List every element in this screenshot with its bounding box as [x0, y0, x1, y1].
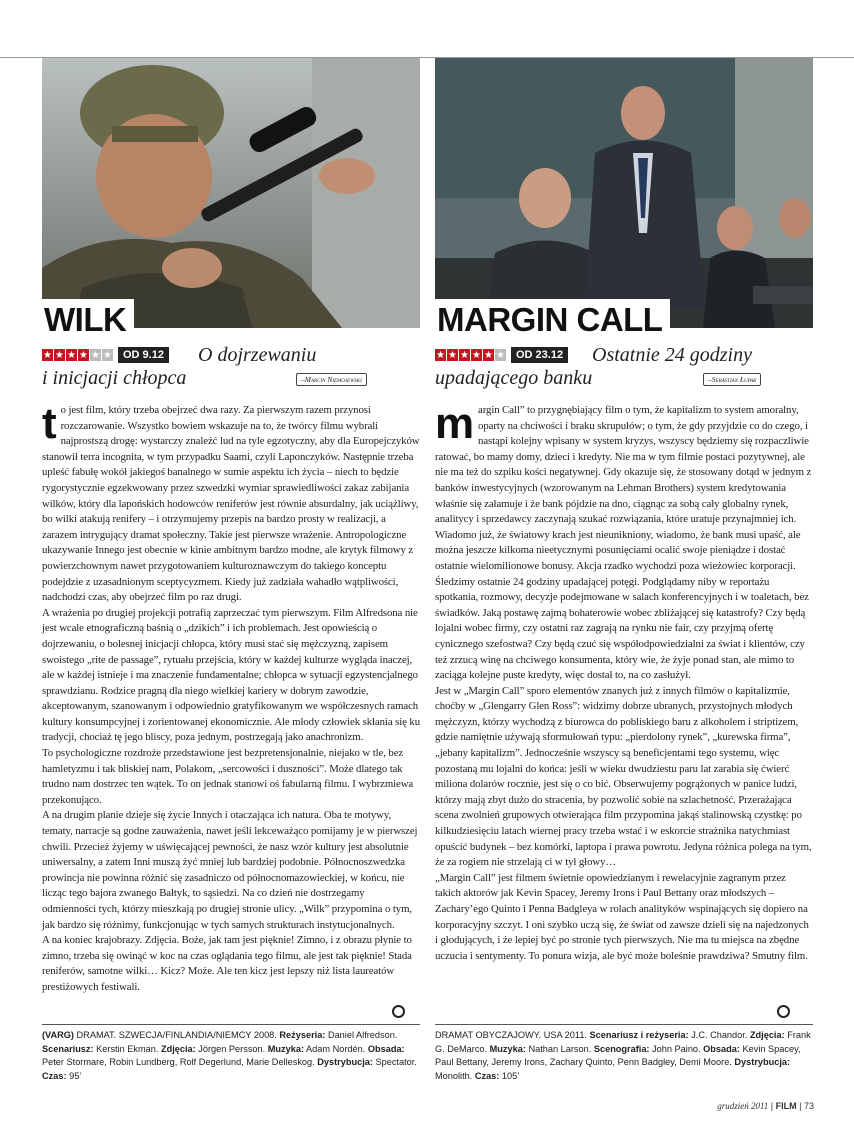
- paragraph: o jest film, który trzeba obejrzeć dwa razy. Za pierwszym razem przynosi rozczarowanie. Wszystko bowiem wskazuje na to, że twórcy filmu wybrali najprostszą drogę: wystarczy znaleźć lud na tyle egzotyczny, aby dla Europejczyków stanowił terra incognita, w tym przypadku Saami, czyli Laponczyków. Następnie trzeba upleść fabułę wokół jakiegoś banalnego w sumie aspektu ich życia – niech to będzie rygorystycznie egzekwowany przez szwedzki wymiar sprawiedliwości zakaz zabijania wilków, który dla lapońskich hodowców reniferów jest równie absurdalny, jak uciążliwy, bo wilki atakują renifery – i otrzymujemy przepis na bardzo prosty w realizacji, a zarazem intrygujący dramat społeczny. Takie jest pierwsze wrażenie. Antropologiczne ukazywanie Innego jest obecnie w kinie ambitnym bardzo modne, ale krytyk filmowy z powierzchownym nawet przygotowaniem kulturoznawczym do takiego konceptu podejdzie z uzasadnionym sceptycyzmem. Kiedy już zadziała wahadło wątpliwości, nadchodzi czas, aby obejrzeć film po raz drugi.: [42, 404, 420, 604]
- paragraph: Jest w „Margin Call” sporo elementów znanych już z innych filmów o kapitalizmie, choćby w „Glengarry Glen Ross”: widzimy dobrze ubranych, przystojnych młodych mężczyzn, którzy wychodzą z biurowca do pobliskiego baru z alkoholem i striptizem, gdzie namiętnie używają sformułowań typu: „pierdolony rynek”, „kurewska firma”, „jebany kapitalizm”. Jednocześnie wszyscy są beneficjentami tego systemu, więc pozostaną mu lojalni do końca: jeśli w wieku dwudziestu paru lat zarabia się ćwierć miliona dolarów rocznie, jest się o co bić. Obserwujemy pogrążonych w panice ludzi, którzy mają zbyt dużo do stracenia, by pozwolić sobie na szlachetność. Przerażająca scena zwolnień grupowych otwierająca film przypomina jakąś stalinowską czystkę: po kilkudziesięciu latach wiernej pracy trzeba wstać i w eskorcie strażnika natychmiast opuścić budynek – bez komórki, laptopa i prawa powrotu. Jedyna różnica polega na tym, że za rogiem nie strzelają ci w tył głowy…: [435, 684, 812, 869]
- star-icon: ★: [460, 349, 469, 361]
- issue-date: grudzień 2011: [717, 1101, 769, 1111]
- paragraph: „Margin Call” jest filmem świetnie opowiedzianym i rewelacyjnie zagranym przez takich aktorów jak Kevin Spacey, Jeremy Irons i Paul Bettany oraz młodszych – Zachary’ego Quinto i Penna Badgleya w rolach analityków wspinających się dopiero na korporacyjny szczyt. I oni szybko uczą się, że świat od zawsze dzieli się na najedzonych i głodujących, i że lepiej być po stronie tych pierwszych. Nie ma tu miejsca na zbędne uczucia i sentymenty. To ponura wizja, ale być może boleśnie prawdziwa? Smutny film.: [435, 871, 809, 962]
- drop-cap: t: [42, 399, 57, 448]
- star-icon: ★: [103, 349, 112, 361]
- star-icon: ★: [55, 349, 64, 361]
- paragraph: A wrażenia po drugiej projekcji potrafią zaprzeczać tym pierwszym. Film Alfredsona nie jest wcale etnograficzną baśnią o „dzikich” i ich problemach. Jest opowieścią o dojrzewaniu, o bolesnej inicjacji chłopca, który musi stać się mężczyzną, zapisem swoistego „rite de passage”, rytuału przejścia, który w każdej kulturze wygląda inaczej, ale w każdej istnieje i ma znaczenie fundamentalne; chłopca w sytuacji egzystencjalnego sprawdzianu. Rodzice pragną dla niego wielkiej kariery w dobrym zawodzie, akceptowanym, szanowanym i odpowiednio gratyfikowanym we współczesnych ramach kultury konsumpcyjnej i zorientowanej ekonomicznie. Ale młody człowiek skłania się ku tradycji, chociaż tę jego bliscy, poza jednym, postrzegają jako anachronizm.: [42, 606, 420, 744]
- end-of-article-icon: [777, 1005, 790, 1018]
- star-icon: ★: [67, 349, 76, 361]
- section-name: FILM: [775, 1101, 797, 1111]
- credits-box: (VARG) DRAMAT. SZWECJA/FINLANDIA/NIEMCY 2008. Reżyseria: Daniel Alfredson. Scenariusz: Kerstin Ekman. Zdjęcia: Jörgen Persson. Muzyka: Adam Nordén. Obsada: Peter Stormare, Robin Lundberg, Rolf Degerlund, Marie Delleskog. Dystrybucja: Spectator. Czas: 95’: [42, 1030, 417, 1081]
- review-author: –Marcin Niemojewski: [296, 373, 367, 386]
- film-title: MARGIN CALL: [435, 299, 670, 340]
- review-body: [42, 399, 420, 996]
- star-icon: ★: [448, 349, 457, 361]
- page-footer: grudzień 2011 | FILM | 73: [717, 1101, 814, 1111]
- review-headline-line1: Ostatnie 24 godziny: [592, 344, 752, 366]
- review-headline-line1: O dojrzewaniu: [198, 344, 317, 366]
- drop-cap: m: [435, 399, 475, 448]
- rating-row: [42, 347, 169, 363]
- paragraph: A na koniec krajobrazy. Zdjęcia. Boże, jak tam jest pięknie! Zimno, i z obrazu płynie to zimno, trzeba się owinąć w koc na czas oglądania tego filmu, ale jest tak pięknie! Stada reniferów, samotne wilki… Kicz? Może. Ale ten kicz jest lepszy niż lista laureatów prestiżowych festiwali.: [42, 934, 412, 993]
- paragraph: argin Call” to przygnębiający film o tym, że kapitalizm to system amoralny, oparty na chciwości i braku skrupułów; o tym, że gdy przyjdzie co do czego, i nastąpi kolejny wpisany w system kryzys, wszyscy będziemy się rozpaczliwie ratować, bo mamy domy, dzieci i kredyty. Nie ma w tym filmie postaci pozytywnej, ale nie ma też do szpiku kości negatywnej. Gdy okazuje się, że stosowany dotąd w jednym z banków inwestycyjnych (wzorowanym na Lehman Brothers) system kredytowania właśnie się załamuje i że bank pójdzie na dno, ciągnąc za sobą cały globalny rynek, analitycy i sprzedawcy zaczynają szukać rozwiązania, które uratuje przynajmniej ich. Wiadomo już, że światowy krach jest nieunikniony, wiadomo, że bank musi upaść, ale można jeszcze kilkoma nieetycznymi posunięciami ocalić swoje pieniądze i dostać ostatnie wielomilionowe bonusy. Akcja rzadko wychodzi poza wieżowiec korporacji. Śledzimy ostatnie 24 godziny upadającej potęgi. Podglądamy niby w reportażu spotkania, rozmowy, decyzje podejmowane w salach konferencyjnych i w toaletach, bez świadków. Jaką postawę zajmą bohaterowie wobec zbliżającej się katastrofy? Czy będą lojalni wobec firmy, czy ostatni raz zagrają na rynku nie fair, czy przyjmą ofertę cynicznego szefostwa? Czy będą czuć się współodpowiedzialni za świat i klientów, czy też zrzucą winę na chciwego konsumenta, który wie, że żyje ponad stan, ale mimo to zaciąga kolejne puste kredyty, więc dostał to, na co zasłużył.: [435, 404, 812, 682]
- credits-divider: [42, 1024, 420, 1025]
- page-number: 73: [803, 1101, 814, 1111]
- review-headline-line2: upadającego banku: [435, 367, 593, 389]
- star-icon: ★: [43, 349, 52, 361]
- film-still-margin-call: [435, 58, 813, 328]
- end-of-article-icon: [392, 1005, 405, 1018]
- film-title: WILK: [42, 299, 134, 340]
- review-author: –Sebastian Łupak: [703, 373, 761, 386]
- credits-divider: [435, 1024, 813, 1025]
- review-body: [435, 399, 813, 964]
- star-icon: ★: [484, 349, 493, 361]
- credits-box: DRAMAT OBYCZAJOWY. USA 2011. Scenariusz i reżyseria: J.C. Chandor. Zdjęcia: Frank G. DeMarco. Muzyka: Nathan Larson. Scenografia: John Paino. Obsada: Kevin Spacey, Paul Bettany, Jeremy Irons, Zachary Quinto, Penn Badgley, Demi Moore. Dystrybucja: Monolith. Czas: 105’: [435, 1030, 811, 1081]
- star-icon: ★: [436, 349, 445, 361]
- release-date: OD 23.12: [511, 347, 568, 363]
- star-rating: [42, 349, 114, 361]
- paragraph: To psychologiczne rozdroże przedstawione jest bezpretensjonalnie, niejako w tle, bez hamletyzmu i tak bliskiej nam, Polakom, „sercowości i duszności”. Może dlatego tak trudno nam dostrzec ten wątek. To on jednak stanowi oś fabularną filmu. I wybrzmiewa przekonująco.: [42, 747, 414, 806]
- star-icon: ★: [91, 349, 100, 361]
- release-date: OD 9.12: [118, 347, 169, 363]
- star-icon: ★: [472, 349, 481, 361]
- film-still-wilk: [42, 58, 420, 328]
- star-rating: [435, 349, 507, 361]
- paragraph: A na drugim planie dzieje się życie Innych i otaczająca ich natura. Oba te motywy, tematy, narracje są godne zauważenia, nawet jeśli lekceważąco pomijamy je w pierwszej chwili. Przecież żyjemy w uświęcającej pewności, że nasz wzór kultury jest absolutnie uniwersalny, a zatem Inni muszą żyć mniej lub bardziej podobnie. Północnoszwedzka prowincja nie powinna różnić się zasadniczo od północnomazowieckiej, w końcu, nie licząc tego bajora zwanego Bałtyk, to sąsiedzi. Na co dzień nie dostrzegamy odmienności tych, którzy mieszkają po drugiej stronie ulicy. „Wilk” przypomina o tym, jak bardzo się różnimy, funkcjonując w tych samych strukturach instytucjonalnych.: [42, 809, 418, 931]
- star-icon: ★: [79, 349, 88, 361]
- rating-row: [435, 347, 568, 363]
- review-headline-line2: i inicjacji chłopca: [42, 367, 187, 389]
- star-icon: ★: [496, 349, 505, 361]
